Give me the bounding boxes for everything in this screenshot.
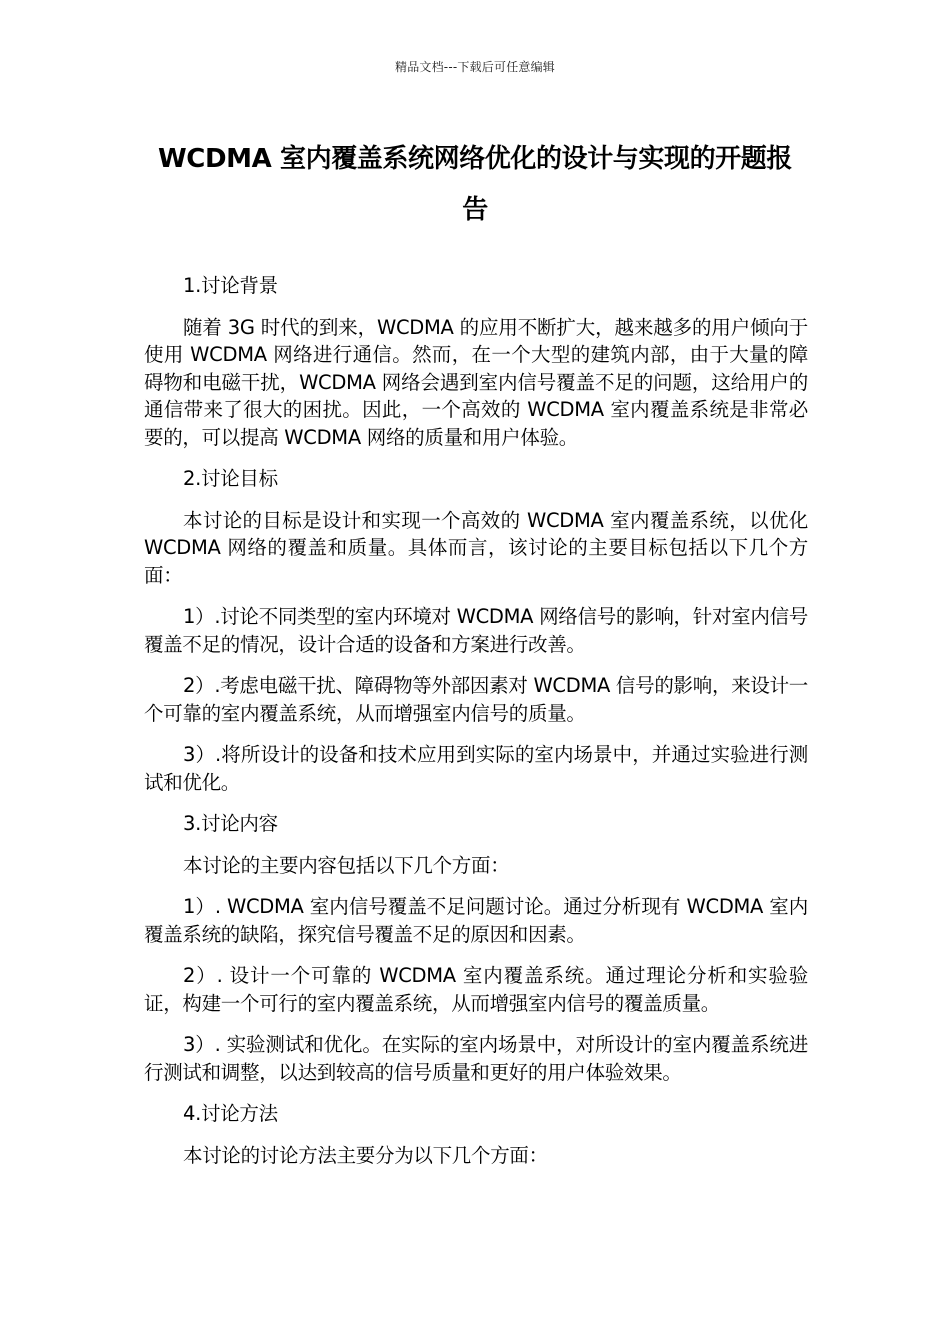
paragraph: 1）. WCDMA 室内信号覆盖不足问题讨论。通过分析现有 WCDMA 室内覆盖系统的缺陷，探究信号覆盖不足的原因和因素。 bbox=[144, 895, 808, 946]
paragraph: 本讨论的主要内容包括以下几个方面： bbox=[183, 853, 510, 877]
paragraph: 2）.考虑电磁干扰、障碍物等外部因素对 WCDMA 信号的影响，来设计一个可靠的室内覆盖系统，从而增强室内信号的质量。 bbox=[144, 674, 808, 725]
paragraph: 随着 3G 时代的到来，WCDMA 的应用不断扩大，越来越多的用户倾向于使用 WCDMA 网络进行通信。然而，在一个大型的建筑内部，由于大量的障碍物和电磁干扰，WCDMA 网络会遇到室内信号覆盖不足的问题，这给用户的通信带来了很大的困扰。因此，一个高效的 WCDMA 室内覆盖系统是非常必要的，可以提高 WCDMA 网络的质量和用户体验。 bbox=[144, 315, 808, 449]
paragraph: 本讨论的讨论方法主要分为以下几个方面： bbox=[183, 1143, 548, 1167]
document-body bbox=[144, 272, 808, 1183]
section-heading: 4.讨论方法 bbox=[183, 1102, 278, 1125]
paragraph: 2）. 设计一个可靠的 WCDMA 室内覆盖系统。通过理论分析和实验验证，构建一个可行的室内覆盖系统，从而增强室内信号的覆盖质量。 bbox=[144, 964, 808, 1015]
section-methods bbox=[144, 1100, 808, 1169]
paragraph: 3）.将所设计的设备和技术应用到实际的室内场景中，并通过实验进行测试和优化。 bbox=[144, 743, 808, 794]
paragraph: 3）. 实验测试和优化。在实际的室内场景中，对所设计的室内覆盖系统进行测试和调整，以达到较高的信号质量和更好的用户体验效果。 bbox=[144, 1033, 808, 1084]
document-title: WCDMA 室内覆盖系统网络优化的设计与实现的开题报告 bbox=[158, 144, 792, 225]
section-objectives bbox=[144, 465, 808, 796]
section-heading: 3.讨论内容 bbox=[183, 812, 278, 835]
page-header: 精品文档---下载后可任意编辑 bbox=[395, 60, 555, 74]
section-heading: 2.讨论目标 bbox=[183, 467, 278, 490]
section-heading: 1.讨论背景 bbox=[183, 274, 278, 297]
paragraph: 本讨论的目标是设计和实现一个高效的 WCDMA 室内覆盖系统，以优化 WCDMA 网络的覆盖和质量。具体而言，该讨论的主要目标包括以下几个方面： bbox=[144, 508, 808, 587]
section-content bbox=[144, 810, 808, 1086]
paragraph: 1）.讨论不同类型的室内环境对 WCDMA 网络信号的影响，针对室内信号覆盖不足的情况，设计合适的设备和方案进行改善。 bbox=[144, 605, 808, 656]
section-background bbox=[144, 272, 808, 451]
